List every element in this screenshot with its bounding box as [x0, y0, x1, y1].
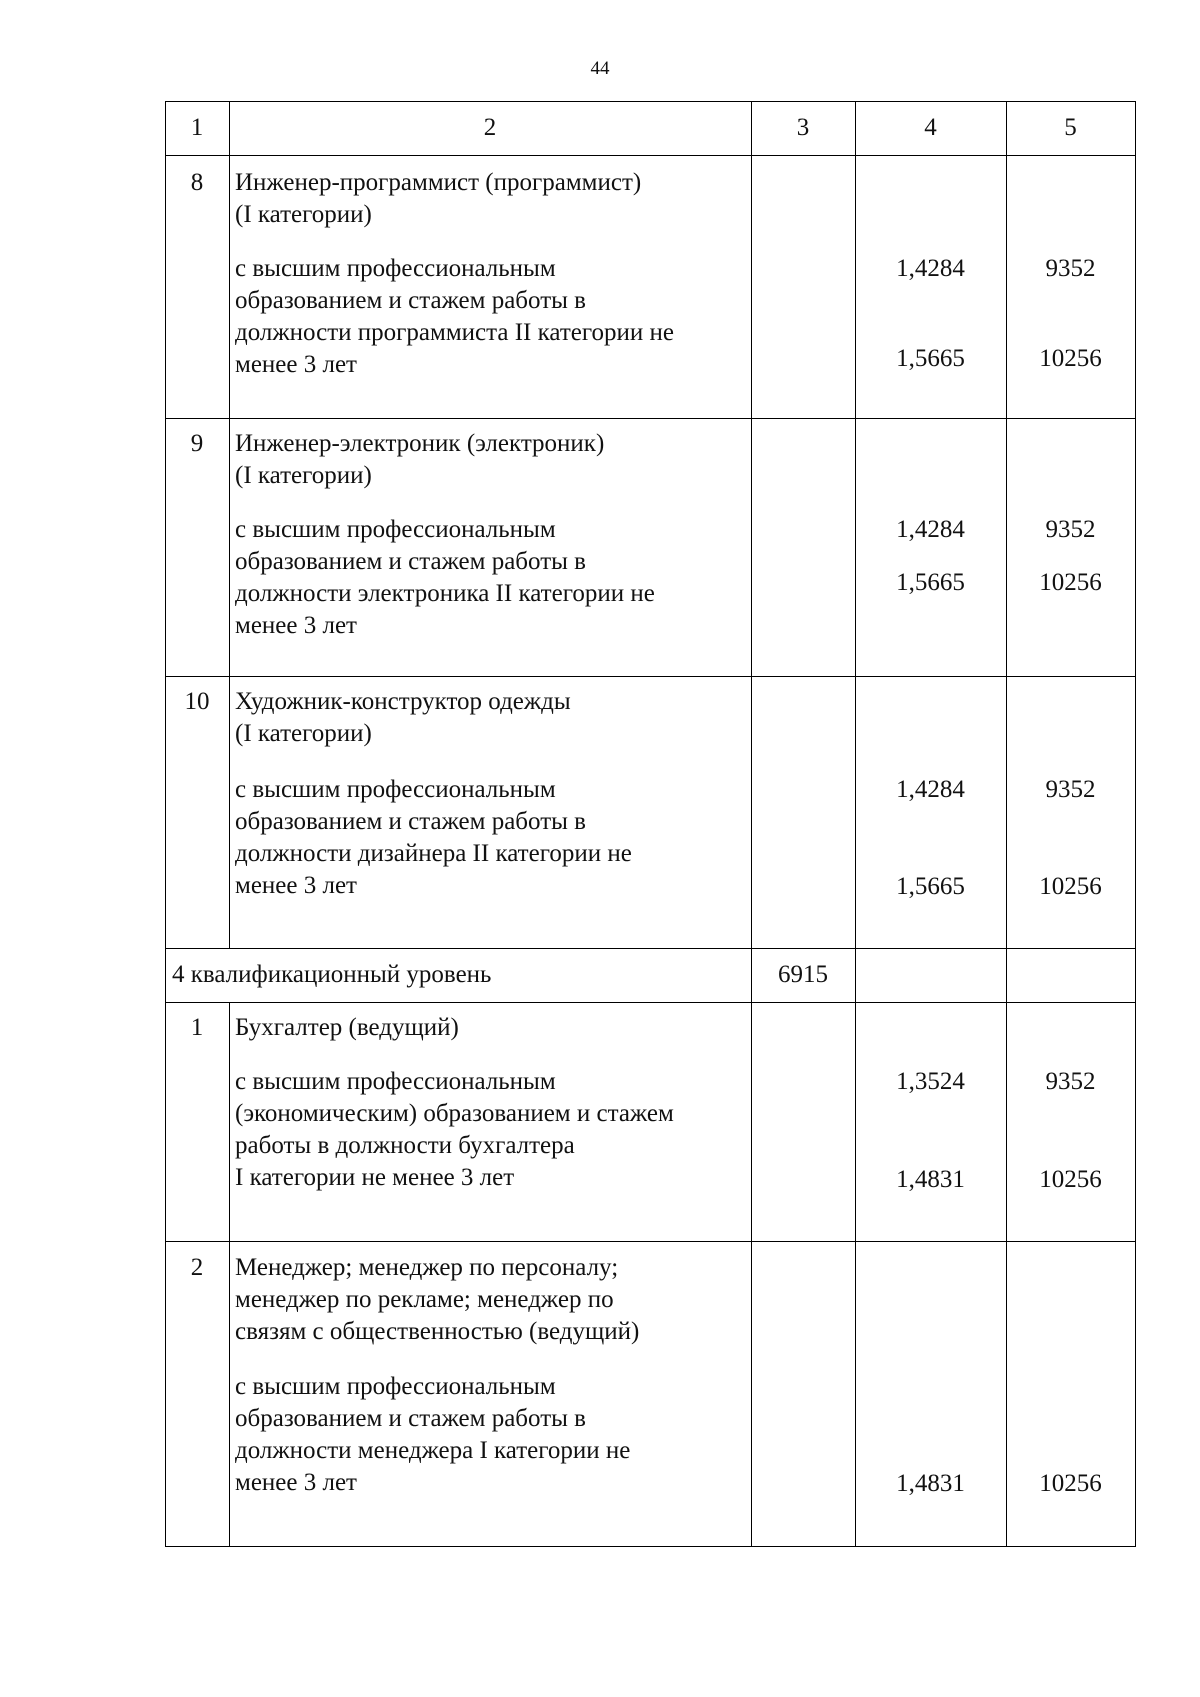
- coefficient: 1,4831: [896, 1470, 965, 1497]
- coefficient: 1,5665: [896, 873, 965, 900]
- table-rule: [165, 418, 1136, 419]
- salary: 9352: [1045, 776, 1096, 803]
- coefficient: 1,4284: [896, 255, 965, 282]
- salary: 10256: [1039, 569, 1102, 596]
- position-title: Менеджер; менеджер по персоналу; менеджер по рекламе; менеджер по связям с общественностью (ведущий): [235, 1254, 640, 1345]
- table-rule: [855, 101, 856, 1546]
- table-rule: [165, 101, 166, 1546]
- salary: 9352: [1045, 1068, 1096, 1095]
- table-rule: [229, 1002, 230, 1546]
- row-number: 9: [190, 430, 204, 457]
- coefficient: 1,5665: [896, 345, 965, 372]
- position-title: Инженер-программист (программист) (I категории): [235, 169, 642, 228]
- position-title: Бухгалтер (ведущий): [235, 1014, 459, 1041]
- column-header: 2: [483, 114, 497, 141]
- column-header: 4: [924, 114, 937, 141]
- table-rule: [1006, 101, 1007, 1546]
- table-rule: [165, 155, 1136, 156]
- salary: 9352: [1045, 516, 1096, 543]
- table-rule: [165, 101, 1136, 102]
- row-number: 10: [184, 688, 210, 715]
- qualification-level-value: 6915: [778, 961, 828, 988]
- coefficient: 1,3524: [896, 1068, 965, 1095]
- row-number: 8: [190, 169, 204, 196]
- table-rule: [751, 101, 752, 1546]
- requirements: с высшим профессиональным образованием и стажем работы в должности дизайнера II категории не менее 3 лет: [235, 776, 632, 899]
- coefficient: 1,4284: [896, 776, 965, 803]
- requirements: с высшим профессиональным образованием и стажем работы в должности менеджера I категории не менее 3 лет: [235, 1373, 631, 1496]
- column-header: 3: [796, 114, 810, 141]
- table-rule: [1135, 101, 1136, 1546]
- coefficient: 1,5665: [896, 569, 965, 596]
- salary: 9352: [1045, 255, 1096, 282]
- salary: 10256: [1039, 1166, 1102, 1193]
- row-number: 1: [190, 1014, 204, 1041]
- table-rule: [229, 101, 230, 948]
- requirements: с высшим профессиональным образованием и стажем работы в должности электроника II категории не менее 3 лет: [235, 516, 655, 639]
- position-title: Художник-конструктор одежды (I категории): [235, 688, 571, 747]
- table-rule: [165, 1002, 1136, 1003]
- salary: 10256: [1039, 873, 1102, 900]
- qualification-level-label: 4 квалификационный уровень: [172, 961, 492, 988]
- salary: 10256: [1039, 345, 1102, 372]
- coefficient: 1,4831: [896, 1166, 965, 1193]
- table-rule: [165, 1546, 1136, 1547]
- table-rule: [165, 676, 1136, 677]
- requirements: с высшим профессиональным образованием и стажем работы в должности программиста II категории не менее 3 лет: [235, 255, 674, 378]
- page-number: 44: [590, 58, 610, 79]
- column-header: 1: [190, 114, 204, 141]
- table-rule: [165, 1241, 1136, 1242]
- coefficient: 1,4284: [896, 516, 965, 543]
- column-header: 5: [1064, 114, 1077, 141]
- row-number: 2: [190, 1254, 204, 1281]
- position-title: Инженер-электроник (электроник) (I категории): [235, 430, 605, 489]
- table-rule: [165, 948, 1136, 949]
- salary: 10256: [1039, 1470, 1102, 1497]
- requirements: с высшим профессиональным (экономическим) образованием и стажем работы в должности бухгалтера I категории не менее 3 лет: [235, 1068, 674, 1191]
